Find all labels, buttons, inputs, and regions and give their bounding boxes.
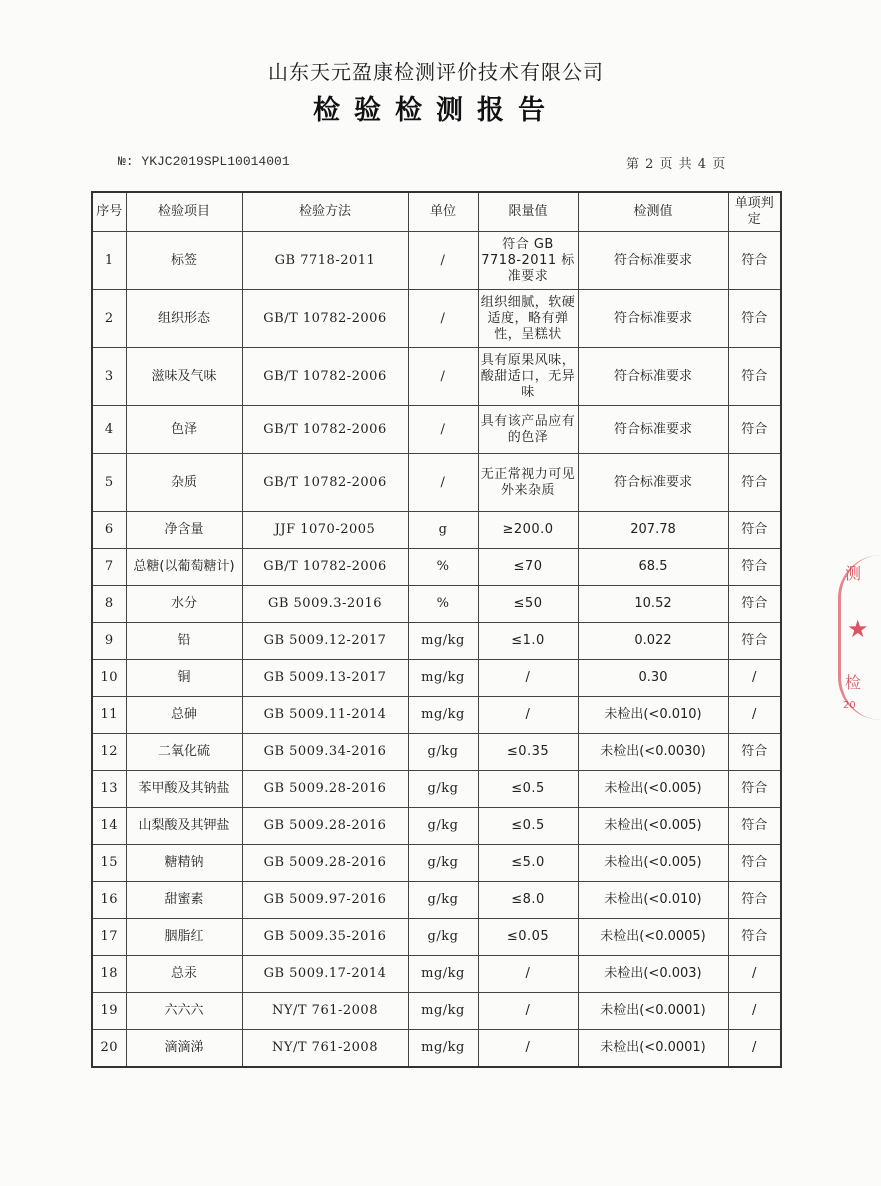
cell-no: 5 [92, 454, 126, 512]
cell-method: GB 7718-2011 [242, 232, 408, 290]
cell-result: 0.30 [578, 660, 728, 697]
cell-method: GB 5009.12-2017 [242, 623, 408, 660]
cell-item: 组织形态 [126, 290, 242, 348]
cell-method: GB/T 10782-2006 [242, 290, 408, 348]
cell-unit: g/kg [408, 808, 478, 845]
cell-item: 净含量 [126, 512, 242, 549]
cell-limit: / [478, 993, 578, 1030]
table-row [92, 290, 781, 348]
cell-no: 15 [92, 845, 126, 882]
table-row [92, 232, 781, 290]
cell-item: 总砷 [126, 697, 242, 734]
cell-method: GB 5009.28-2016 [242, 845, 408, 882]
cell-no: 7 [92, 549, 126, 586]
cell-judge: 符合 [728, 919, 781, 956]
cell-no: 13 [92, 771, 126, 808]
cell-method: GB 5009.28-2016 [242, 808, 408, 845]
cell-unit: mg/kg [408, 623, 478, 660]
cell-result: 符合标准要求 [578, 454, 728, 512]
cell-limit: 无正常视力可见外来杂质 [478, 454, 578, 512]
cell-limit: ≤50 [478, 586, 578, 623]
table-row [92, 734, 781, 771]
cell-unit: / [408, 406, 478, 454]
cell-result: 未检出(<0.005) [578, 771, 728, 808]
cell-judge: / [728, 956, 781, 993]
cell-unit: / [408, 290, 478, 348]
table-row [92, 454, 781, 512]
cell-judge: 符合 [728, 549, 781, 586]
table-row [92, 512, 781, 549]
cell-result: 未检出(<0.0030) [578, 734, 728, 771]
cell-method: NY/T 761-2008 [242, 1030, 408, 1068]
cell-unit: / [408, 232, 478, 290]
cell-limit: ≤1.0 [478, 623, 578, 660]
stamp-star-icon: ★ [847, 615, 869, 643]
cell-result: 未检出(<0.005) [578, 808, 728, 845]
table-row [92, 919, 781, 956]
stamp-char: 检 [845, 673, 862, 692]
cell-item: 水分 [126, 586, 242, 623]
cell-no: 3 [92, 348, 126, 406]
header-limit: 限量值 [478, 192, 578, 232]
cell-limit: ≤5.0 [478, 845, 578, 882]
header-unit: 单位 [408, 192, 478, 232]
cell-method: GB/T 10782-2006 [242, 549, 408, 586]
cell-unit: % [408, 586, 478, 623]
cell-no: 20 [92, 1030, 126, 1068]
cell-item: 苯甲酸及其钠盐 [126, 771, 242, 808]
cell-judge: / [728, 697, 781, 734]
cell-result: 未检出(<0.005) [578, 845, 728, 882]
cell-result: 符合标准要求 [578, 290, 728, 348]
cell-judge: 符合 [728, 348, 781, 406]
cell-result: 符合标准要求 [578, 348, 728, 406]
cell-limit: 组织细腻，软硬适度，略有弹性，呈糕状 [478, 290, 578, 348]
cell-limit: ≤0.5 [478, 808, 578, 845]
cell-unit: / [408, 454, 478, 512]
cell-no: 8 [92, 586, 126, 623]
stamp-char: 20 [843, 700, 856, 711]
cell-no: 9 [92, 623, 126, 660]
cell-item: 六六六 [126, 993, 242, 1030]
cell-no: 4 [92, 406, 126, 454]
table-row [92, 348, 781, 406]
table-row [92, 882, 781, 919]
cell-item: 总糖(以葡萄糖计) [126, 549, 242, 586]
cell-method: GB 5009.97-2016 [242, 882, 408, 919]
cell-limit: ≥200.0 [478, 512, 578, 549]
cell-method: GB 5009.3-2016 [242, 586, 408, 623]
cell-item: 胭脂红 [126, 919, 242, 956]
cell-result: 未检出(<0.0001) [578, 1030, 728, 1068]
cell-method: GB/T 10782-2006 [242, 454, 408, 512]
cell-judge: 符合 [728, 623, 781, 660]
table-row [92, 623, 781, 660]
report-title: 检验检测报告 [313, 95, 559, 126]
cell-item: 滋味及气味 [126, 348, 242, 406]
cell-item: 色泽 [126, 406, 242, 454]
cell-judge: 符合 [728, 586, 781, 623]
company-name: 山东天元盈康检测评价技术有限公司 [268, 60, 604, 84]
cell-limit: ≤0.05 [478, 919, 578, 956]
cell-limit: ≤0.35 [478, 734, 578, 771]
cell-judge: 符合 [728, 771, 781, 808]
cell-item: 铅 [126, 623, 242, 660]
cell-limit: 具有原果风味，酸甜适口，无异味 [478, 348, 578, 406]
cell-unit: g/kg [408, 771, 478, 808]
red-seal-stamp [838, 555, 881, 720]
cell-result: 10.52 [578, 586, 728, 623]
cell-limit: / [478, 697, 578, 734]
cell-judge: 符合 [728, 808, 781, 845]
table-row [92, 586, 781, 623]
cell-judge: 符合 [728, 454, 781, 512]
cell-judge: 符合 [728, 290, 781, 348]
cell-unit: g/kg [408, 882, 478, 919]
cell-unit: / [408, 348, 478, 406]
cell-unit: % [408, 549, 478, 586]
report-number: №: YKJC2019SPL10014001 [118, 154, 290, 169]
cell-no: 10 [92, 660, 126, 697]
cell-result: 未检出(<0.010) [578, 697, 728, 734]
cell-judge: 符合 [728, 734, 781, 771]
cell-judge: / [728, 1030, 781, 1068]
cell-no: 17 [92, 919, 126, 956]
table-row [92, 660, 781, 697]
cell-unit: mg/kg [408, 660, 478, 697]
cell-item: 山梨酸及其钾盐 [126, 808, 242, 845]
header-item: 检验项目 [126, 192, 242, 232]
cell-result: 0.022 [578, 623, 728, 660]
cell-item: 滴滴涕 [126, 1030, 242, 1068]
cell-limit: 符合 GB 7718-2011 标准要求 [478, 232, 578, 290]
cell-method: GB/T 10782-2006 [242, 406, 408, 454]
cell-result: 符合标准要求 [578, 406, 728, 454]
cell-result: 未检出(<0.0005) [578, 919, 728, 956]
table-row [92, 697, 781, 734]
cell-judge: 符合 [728, 882, 781, 919]
table-row [92, 549, 781, 586]
cell-no: 1 [92, 232, 126, 290]
cell-result: 未检出(<0.003) [578, 956, 728, 993]
inspection-results-table [91, 191, 782, 1068]
cell-method: JJF 1070-2005 [242, 512, 408, 549]
cell-item: 杂质 [126, 454, 242, 512]
cell-limit: / [478, 660, 578, 697]
table-row [92, 956, 781, 993]
cell-judge: 符合 [728, 232, 781, 290]
cell-no: 19 [92, 993, 126, 1030]
cell-unit: mg/kg [408, 1030, 478, 1068]
table-row [92, 808, 781, 845]
cell-result: 68.5 [578, 549, 728, 586]
cell-limit: ≤70 [478, 549, 578, 586]
cell-unit: mg/kg [408, 993, 478, 1030]
cell-result: 207.78 [578, 512, 728, 549]
cell-no: 16 [92, 882, 126, 919]
stamp-char: 测 [845, 564, 862, 583]
cell-result: 未检出(<0.010) [578, 882, 728, 919]
table-header-row [92, 192, 781, 232]
cell-item: 二氧化硫 [126, 734, 242, 771]
cell-unit: g/kg [408, 845, 478, 882]
cell-item: 甜蜜素 [126, 882, 242, 919]
table-row [92, 406, 781, 454]
cell-limit: / [478, 1030, 578, 1068]
cell-method: GB 5009.34-2016 [242, 734, 408, 771]
cell-judge: / [728, 993, 781, 1030]
cell-unit: g/kg [408, 734, 478, 771]
cell-limit: ≤0.5 [478, 771, 578, 808]
cell-result: 未检出(<0.0001) [578, 993, 728, 1030]
cell-judge: 符合 [728, 845, 781, 882]
cell-unit: g/kg [408, 919, 478, 956]
cell-method: GB 5009.28-2016 [242, 771, 408, 808]
page-indicator: 第 2 页 共 4 页 [626, 157, 727, 172]
cell-method: NY/T 761-2008 [242, 993, 408, 1030]
table-row [92, 845, 781, 882]
cell-no: 2 [92, 290, 126, 348]
cell-no: 14 [92, 808, 126, 845]
header-judge: 单项判定 [728, 192, 781, 232]
cell-unit: mg/kg [408, 956, 478, 993]
cell-judge: 符合 [728, 406, 781, 454]
cell-item: 总汞 [126, 956, 242, 993]
cell-judge: / [728, 660, 781, 697]
cell-no: 12 [92, 734, 126, 771]
cell-method: GB/T 10782-2006 [242, 348, 408, 406]
cell-method: GB 5009.13-2017 [242, 660, 408, 697]
cell-item: 铜 [126, 660, 242, 697]
table-row [92, 771, 781, 808]
cell-limit: 具有该产品应有的色泽 [478, 406, 578, 454]
cell-limit: ≤8.0 [478, 882, 578, 919]
cell-no: 18 [92, 956, 126, 993]
table-row [92, 993, 781, 1030]
cell-unit: mg/kg [408, 697, 478, 734]
cell-result: 符合标准要求 [578, 232, 728, 290]
cell-limit: / [478, 956, 578, 993]
cell-unit: g [408, 512, 478, 549]
cell-item: 糖精钠 [126, 845, 242, 882]
cell-method: GB 5009.35-2016 [242, 919, 408, 956]
cell-judge: 符合 [728, 512, 781, 549]
cell-method: GB 5009.11-2014 [242, 697, 408, 734]
cell-method: GB 5009.17-2014 [242, 956, 408, 993]
table-row [92, 1030, 781, 1068]
header-result: 检测值 [578, 192, 728, 232]
cell-no: 11 [92, 697, 126, 734]
cell-item: 标签 [126, 232, 242, 290]
header-no: 序号 [92, 192, 126, 232]
header-method: 检验方法 [242, 192, 408, 232]
cell-no: 6 [92, 512, 126, 549]
